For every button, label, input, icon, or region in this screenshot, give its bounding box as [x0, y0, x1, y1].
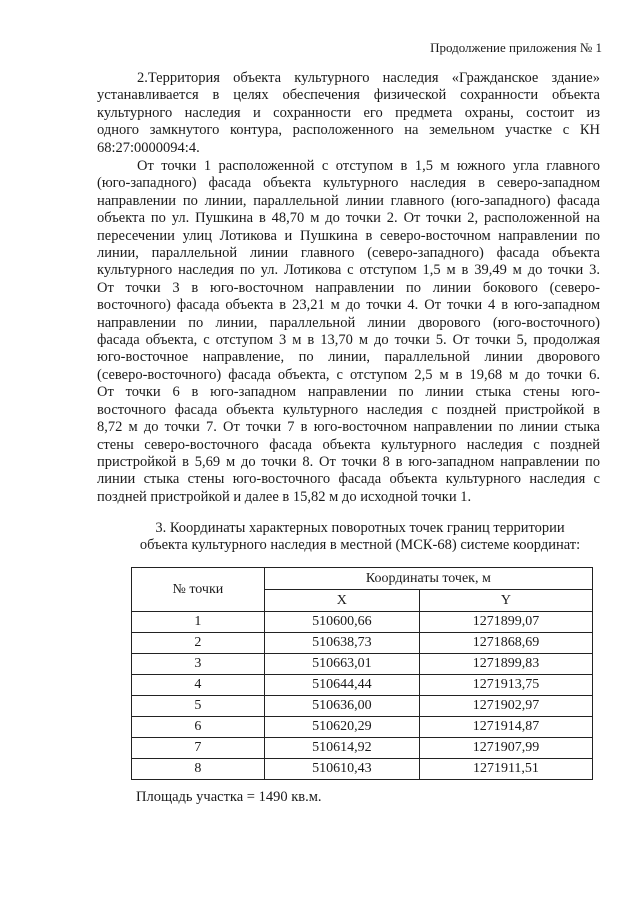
- cell-n: 8: [132, 759, 265, 780]
- paragraph-boundary-description: [97, 158, 600, 506]
- cell-y: 1271907,99: [419, 738, 592, 759]
- cell-x: 510610,43: [264, 759, 419, 780]
- text-line: культурного наследия по ул. Лотикова с отступом 1,5 м в 39,49 м до точки 3.: [97, 262, 600, 279]
- cell-n: 7: [132, 738, 265, 759]
- text-line: От точки 1 расположенной с отступом в 1,5 м южного угла главного: [137, 158, 600, 174]
- text-line: поздней пристройкой и далее в 15,82 м до исходной точки 1.: [97, 488, 472, 505]
- cell-x: 510636,00: [264, 696, 419, 717]
- cell-x: 510614,92: [264, 738, 419, 759]
- cell-y: 1271899,83: [419, 654, 592, 675]
- column-header-x: X: [264, 590, 419, 612]
- text-line: культурного наследия и сохранности его предмета охраны, состоит из: [97, 104, 600, 121]
- column-header-point: № точки: [132, 568, 265, 612]
- cell-y: 1271911,51: [419, 759, 592, 780]
- cell-y: 1271902,97: [419, 696, 592, 717]
- coordinates-table: [131, 567, 593, 780]
- cell-y: 1271913,75: [419, 675, 592, 696]
- text-line: 8,72 м до точки 7. От точки 7 в юго-восточном направлении по линии стыка: [97, 419, 600, 436]
- cell-n: 2: [132, 633, 265, 654]
- text-line: восточного) фасада объекта в 23,21 м до точки 4. От точки 4 в юго-западном: [97, 297, 600, 314]
- cell-n: 6: [132, 717, 265, 738]
- cell-n: 5: [132, 696, 265, 717]
- text-line: юго-восточное направление, по линии, параллельной линии дворового: [97, 349, 600, 366]
- table-row: [132, 717, 593, 738]
- text-line: пересечении улиц Лотикова и Пушкина в северо-восточном направлении по: [97, 227, 600, 244]
- text-line: пристройкой в 5,69 м до точки 8. От точки 8 в юго-западном направлении по: [97, 453, 600, 470]
- cell-x: 510620,29: [264, 717, 419, 738]
- text-line: 68:27:0000094:4.: [97, 139, 200, 156]
- cell-x: 510638,73: [264, 633, 419, 654]
- text-line: направлении по линии, параллельной линии дворового (юго-восточного): [97, 314, 600, 331]
- table-row: [132, 612, 593, 633]
- cell-x: 510663,01: [264, 654, 419, 675]
- cell-y: 1271868,69: [419, 633, 592, 654]
- text-line: объекта по ул. Пушкина в 48,70 м до точки 2. От точки 2, расположенной на: [97, 210, 600, 227]
- text-line: (северо-восточного) фасада объекта, с отступом 2,5 м в 19,68 м до точки 6.: [97, 366, 600, 383]
- text-line: одного замкнутого контура, расположенного на земельном участке с КН: [97, 122, 600, 139]
- area-total: Площадь участка = 1490 кв.м.: [136, 789, 322, 805]
- cell-n: 4: [132, 675, 265, 696]
- cell-x: 510600,66: [264, 612, 419, 633]
- text-line: линии стыка стены юго-восточного фасада объекта культурного наследия с: [97, 471, 600, 488]
- page-header: Продолжение приложения № 1: [430, 40, 602, 55]
- text-line: устанавливается в целях обеспечения физической сохранности объекта: [97, 87, 600, 104]
- table-row: [132, 696, 593, 717]
- text-line: направлении по линии, параллельной линии главного (юго-западного) фасада: [97, 192, 600, 209]
- table-row: [132, 654, 593, 675]
- column-header-y: Y: [419, 590, 592, 612]
- text-line: фасада объекта, с отступом 3 м в 13,70 м до точки 5. От точки 5, продолжая: [97, 332, 600, 349]
- text-line: объекта культурного наследия в местной (МСК-68) системе координат:: [139, 537, 581, 554]
- table-row: [132, 633, 593, 654]
- text-line: 3. Координаты характерных поворотных точек границ территории: [155, 520, 565, 536]
- text-line: линии, параллельной линии главного (северо-западного) фасада объекта: [97, 245, 600, 262]
- text-line: стены северо-восточного фасада объекта культурного наследия с поздней: [97, 436, 600, 453]
- cell-x: 510644,44: [264, 675, 419, 696]
- table-row: [132, 759, 593, 780]
- text-line: восточного фасада объекта культурного наследия с поздней пристройкой в: [97, 401, 600, 418]
- cell-y: 1271899,07: [419, 612, 592, 633]
- text-line: (юго-западного) фасада объекта культурного наследия в северо-западном: [97, 175, 600, 192]
- column-header-coordinates: Координаты точек, м: [264, 568, 592, 590]
- text-line: От точки 6 в юго-западном направлении по линии стыка стены юго-: [97, 384, 600, 401]
- table-header-row: [132, 568, 593, 590]
- table-row: [132, 738, 593, 759]
- cell-n: 1: [132, 612, 265, 633]
- table-row: [132, 675, 593, 696]
- cell-y: 1271914,87: [419, 717, 592, 738]
- cell-n: 3: [132, 654, 265, 675]
- text-line: От точки 3 в юго-восточном направлении по линии бокового (северо-: [97, 279, 600, 296]
- paragraph-territory: [97, 70, 600, 157]
- paragraph-coordinates-heading: [120, 520, 600, 555]
- text-line: 2.Территория объекта культурного наследия «Гражданское здание»: [137, 70, 600, 86]
- table-body: [132, 612, 593, 780]
